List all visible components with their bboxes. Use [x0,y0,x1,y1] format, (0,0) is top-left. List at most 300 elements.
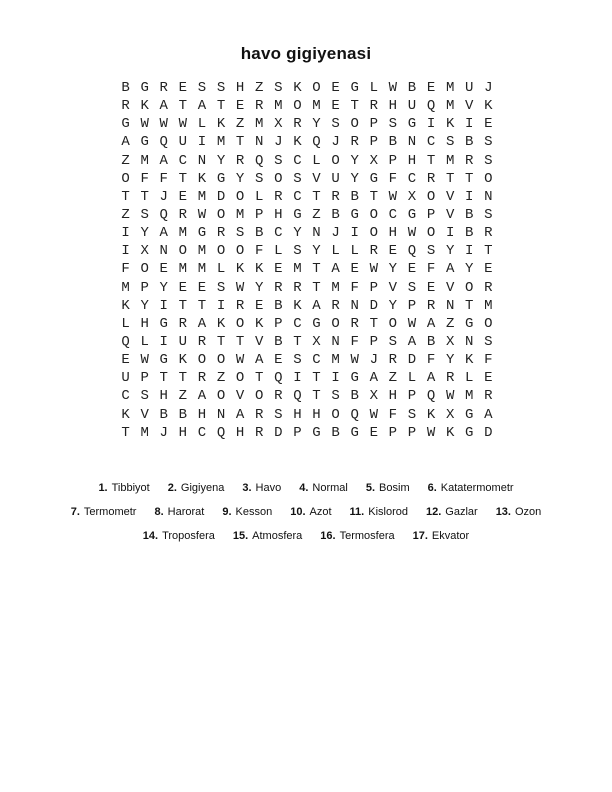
grid-letter: K [216,315,226,332]
grid-letter: Q [407,243,417,260]
word-text: Ekvator [431,530,470,542]
grid-letter: A [159,98,168,115]
word-number: 9. [222,506,232,518]
grid-row [116,170,498,188]
grid-letter: R [445,370,455,387]
word-item [413,530,470,542]
grid-letter: R [274,279,283,296]
word-item [168,482,225,494]
grid-letter: B [331,424,340,441]
grid-letter: Z [178,388,188,405]
grid-letter: E [235,98,245,115]
grid-letter: S [274,152,283,169]
grid-letter: G [197,225,207,242]
grid-letter: B [426,333,436,350]
grid-letter: H [312,406,321,423]
grid-letter: T [369,315,378,332]
grid-letter: C [293,188,302,205]
grid-letter: J [331,134,340,151]
grid-letter: M [312,98,321,115]
grid-letter: E [407,261,417,278]
grid-letter: R [426,297,436,314]
grid-letter: S [426,243,436,260]
grid-letter: Y [445,352,455,369]
grid-letter: L [255,188,264,205]
grid-letter: L [331,243,340,260]
word-text: Tibbiyot [111,482,150,494]
grid-letter: L [350,243,359,260]
grid-letter: G [312,315,321,332]
grid-letter: Q [255,152,264,169]
grid-letter: W [235,352,245,369]
word-number: 2. [167,482,177,494]
grid-letter: K [216,116,226,133]
word-number: 14. [142,530,159,542]
grid-letter: R [350,134,359,151]
grid-letter: R [369,98,378,115]
grid-letter: Z [388,370,398,387]
grid-letter: H [293,406,302,423]
word-text: Kislorod [368,506,408,518]
grid-letter: P [426,206,436,223]
grid-letter: N [159,243,168,260]
grid-letter: F [388,170,398,187]
word-number: 16. [320,530,336,542]
grid-letter: I [293,370,302,387]
grid-letter: O [388,315,398,332]
grid-letter: S [274,406,283,423]
grid-letter: O [484,315,493,332]
grid-letter: O [331,315,340,332]
grid-letter: E [178,188,188,205]
grid-letter: V [445,188,455,205]
grid-letter: T [350,98,359,115]
word-text: Troposfera [162,530,215,542]
grid-letter: R [235,297,245,314]
grid-letter: F [426,261,436,278]
word-number: 12. [425,506,442,518]
word-number: 8. [154,506,164,518]
grid-letter: R [465,152,474,169]
word-item [366,482,410,494]
grid-letter: B [331,206,340,223]
grid-row [116,188,498,206]
grid-row [116,224,498,242]
grid-letter: S [388,116,398,133]
grid-letter: G [159,315,168,332]
grid-letter: S [216,279,226,296]
grid-letter: S [293,170,302,187]
grid-letter: W [350,352,359,369]
word-text: Normal [312,482,348,494]
grid-letter: T [140,188,149,205]
grid-letter: V [388,279,398,296]
word-text: Atmosfera [252,530,303,542]
grid-letter: W [369,406,378,423]
grid-letter: P [388,424,398,441]
grid-letter: S [293,243,302,260]
grid-letter: E [426,80,436,96]
grid-letter: A [312,297,321,314]
grid-letter: T [465,297,474,314]
grid-letter: M [445,80,455,96]
grid-row [116,297,498,315]
grid-letter: Q [159,134,168,151]
grid-letter: M [465,388,474,405]
grid-letter: T [312,261,321,278]
grid-letter: E [484,116,493,133]
grid-letter: O [484,170,493,187]
grid-letter: G [465,406,474,423]
grid-letter: S [255,170,264,187]
grid-letter: Q [159,206,168,223]
grid-letter: M [178,225,188,242]
grid-letter: A [331,261,340,278]
grid-letter: Y [350,170,359,187]
grid-letter: I [445,225,455,242]
grid-letter: R [484,388,493,405]
grid-letter: V [255,333,264,350]
grid-letter: Y [293,225,302,242]
grid-letter: R [159,80,168,96]
grid-letter: E [121,352,130,369]
grid-letter: C [293,152,302,169]
grid-letter: Q [216,424,226,441]
grid-letter: M [216,134,226,151]
grid-letter: C [426,134,436,151]
grid-letter: P [407,388,417,405]
grid-letter: I [216,297,226,314]
grid-letter: P [407,297,417,314]
grid-letter: M [255,116,264,133]
word-item [320,530,394,542]
grid-letter: J [159,188,168,205]
grid-letter: V [445,279,455,296]
grid-letter: V [465,98,474,115]
grid-letter: W [388,80,398,96]
grid-letter: R [178,315,188,332]
word-text: Termosfera [339,530,395,542]
grid-letter: O [235,188,245,205]
grid-letter: R [178,206,188,223]
grid-letter: N [484,188,493,205]
grid-letter: T [121,188,130,205]
grid-letter: G [121,116,130,133]
grid-letter: B [274,333,283,350]
grid-letter: S [293,352,302,369]
grid-letter: T [312,188,321,205]
grid-letter: K [255,315,264,332]
grid-letter: J [369,352,378,369]
grid-letter: S [484,152,493,169]
grid-letter: P [369,134,378,151]
grid-letter: R [426,170,436,187]
grid-letter: R [274,188,283,205]
grid-letter: A [255,352,264,369]
word-number: 11. [349,506,365,518]
grid-letter: S [484,333,493,350]
grid-letter: S [140,206,149,223]
grid-letter: X [369,388,378,405]
grid-letter: Y [312,116,321,133]
grid-letter: B [274,297,283,314]
grid-letter: B [350,388,359,405]
grid-letter: G [369,170,378,187]
grid-letter: W [426,424,436,441]
grid-letter: G [312,424,321,441]
grid-letter: K [235,261,245,278]
grid-letter: O [121,170,130,187]
grid-letter: N [331,333,340,350]
grid-letter: G [350,206,359,223]
grid-letter: R [484,279,493,296]
grid-letter: B [159,406,168,423]
grid-letter: M [197,188,207,205]
grid-letter: C [197,424,207,441]
grid-letter: Y [350,152,359,169]
grid-letter: Y [465,261,474,278]
grid-letter: Z [121,152,130,169]
grid-letter: W [369,261,378,278]
grid-letter: X [445,406,455,423]
word-list-line [0,476,612,500]
grid-letter: R [388,352,398,369]
grid-letter: G [350,80,359,96]
grid-letter: G [350,424,359,441]
grid-letter: H [388,388,398,405]
grid-letter: Q [293,388,302,405]
grid-letter: L [407,370,417,387]
grid-letter: P [369,333,378,350]
grid-letter: A [426,315,436,332]
grid-letter: L [312,152,321,169]
grid-letter: M [197,261,207,278]
grid-letter: Q [274,370,283,387]
grid-letter: B [388,134,398,151]
grid-letter: T [178,370,188,387]
grid-letter: Y [445,243,455,260]
grid-letter: D [484,424,493,441]
word-text: Ozon [514,506,542,518]
grid-letter: C [407,170,417,187]
grid-letter: T [216,98,226,115]
word-number: 13. [495,506,511,518]
grid-letter: P [369,116,378,133]
grid-letter: Y [235,170,245,187]
grid-letter: P [255,206,264,223]
grid-letter: O [331,406,340,423]
grid-letter: T [178,297,188,314]
grid-letter: K [140,98,149,115]
grid-letter: U [331,170,340,187]
grid-letter: L [465,370,474,387]
word-item [428,482,514,494]
grid-letter: S [331,116,340,133]
grid-letter: Y [159,279,168,296]
word-number: 15. [232,530,249,542]
grid-letter: O [235,370,245,387]
grid-letter: K [465,352,474,369]
grid-letter: M [445,98,455,115]
word-item [299,482,348,494]
grid-letter: R [235,152,245,169]
grid-letter: M [235,206,245,223]
grid-letter: K [197,170,207,187]
grid-letter: L [140,333,149,350]
word-item [143,530,215,542]
grid-letter: K [121,406,130,423]
grid-letter: K [293,80,302,96]
grid-letter: D [216,188,226,205]
grid-letter: P [140,370,149,387]
grid-letter: O [331,152,340,169]
grid-letter: N [312,225,321,242]
grid-letter: E [331,80,340,96]
grid-letter: A [407,333,417,350]
grid-letter: E [484,261,493,278]
grid-letter: R [331,297,340,314]
grid-letter: X [312,333,321,350]
grid-letter: F [388,406,398,423]
grid-letter: W [407,225,417,242]
grid-letter: W [140,352,149,369]
grid-letter: R [197,370,207,387]
grid-letter: S [331,388,340,405]
word-list-line [0,500,612,524]
grid-letter: A [197,98,207,115]
grid-letter: C [121,388,130,405]
word-list [0,476,612,548]
grid-letter: N [465,333,474,350]
word-number: 4. [299,482,309,494]
grid-letter: F [426,352,436,369]
grid-letter: D [369,297,378,314]
grid-row [116,79,498,97]
grid-letter: Z [216,370,226,387]
grid-letter: G [140,80,149,96]
grid-letter: I [350,225,359,242]
grid-letter: E [331,98,340,115]
grid-letter: N [445,297,455,314]
grid-letter: N [350,297,359,314]
grid-row [116,387,498,405]
grid-letter: H [235,424,245,441]
grid-letter: A [426,370,436,387]
grid-letter: F [255,243,264,260]
grid-letter: H [407,152,417,169]
word-item [426,506,478,518]
grid-letter: R [255,98,264,115]
grid-letter: Y [216,152,226,169]
grid-letter: O [274,170,283,187]
grid-letter: H [388,98,398,115]
word-text: Gigiyena [180,482,225,494]
grid-letter: O [235,243,245,260]
grid-letter: T [121,424,130,441]
word-number: 17. [412,530,428,542]
grid-letter: F [121,261,130,278]
grid-letter: D [274,424,283,441]
grid-letter: B [350,188,359,205]
word-text: Termometr [83,506,137,518]
grid-letter: T [255,370,264,387]
grid-letter: O [426,188,436,205]
word-number: 7. [70,506,80,518]
grid-letter: C [388,206,398,223]
grid-letter: Q [121,333,130,350]
grid-letter: X [274,116,283,133]
grid-letter: D [407,352,417,369]
grid-letter: T [465,170,474,187]
word-item [154,506,204,518]
grid-letter: B [465,134,474,151]
grid-letter: B [255,225,264,242]
grid-letter: K [484,98,493,115]
grid-letter: H [388,225,398,242]
grid-letter: E [178,279,188,296]
grid-letter: E [426,279,436,296]
grid-letter: O [465,279,474,296]
word-number: 3. [242,482,252,494]
grid-letter: O [369,225,378,242]
grid-letter: L [274,243,283,260]
grid-row [116,279,498,297]
grid-letter: I [465,188,474,205]
grid-letter: H [274,206,283,223]
grid-letter: O [216,388,226,405]
grid-letter: B [178,406,188,423]
grid-letter: G [407,206,417,223]
grid-letter: P [274,315,283,332]
grid-letter: I [121,225,130,242]
grid-letter: W [445,388,455,405]
grid-letter: M [140,152,149,169]
grid-letter: O [426,225,436,242]
grid-letter: T [369,188,378,205]
grid-letter: R [293,116,302,133]
grid-letter: Y [312,243,321,260]
grid-letter: A [445,261,455,278]
grid-letter: R [369,243,378,260]
grid-letter: L [216,261,226,278]
grid-letter: K [445,116,455,133]
grid-letter: B [465,206,474,223]
grid-letter: R [350,315,359,332]
grid-letter: X [140,243,149,260]
grid-letter: U [407,98,417,115]
grid-letter: Z [312,206,321,223]
grid-letter: S [484,134,493,151]
grid-letter: B [121,80,130,96]
grid-letter: R [121,98,130,115]
grid-letter: I [159,333,168,350]
word-item [71,506,137,518]
grid-letter: S [407,279,417,296]
grid-letter: I [121,243,130,260]
grid-letter: T [312,279,321,296]
grid-letter: Y [140,225,149,242]
grid-letter: E [350,261,359,278]
grid-row [116,315,498,333]
grid-letter: O [369,206,378,223]
grid-letter: O [255,388,264,405]
grid-letter: X [445,333,455,350]
grid-row [116,97,498,115]
grid-letter: T [178,98,188,115]
grid-letter: Q [312,134,321,151]
grid-letter: F [350,333,359,350]
grid-letter: Z [255,80,264,96]
